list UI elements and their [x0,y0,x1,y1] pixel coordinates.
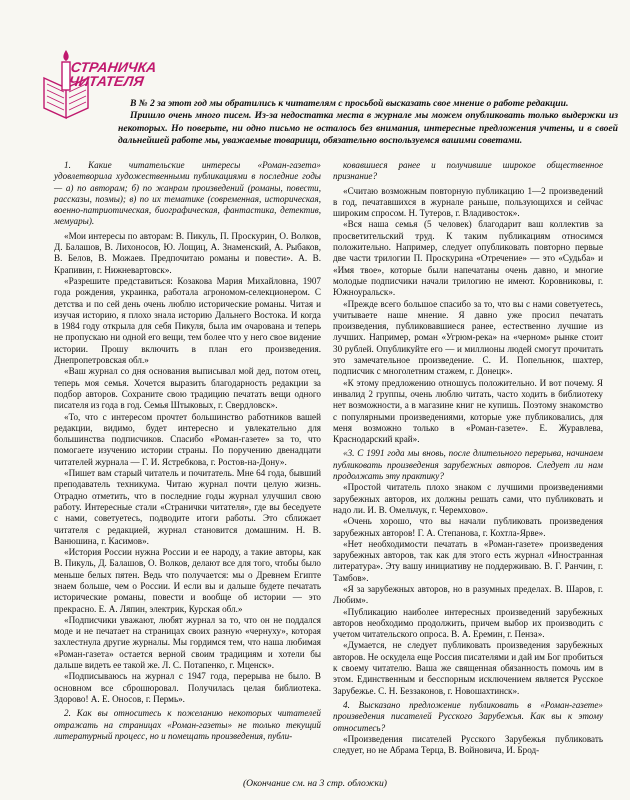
letter-paragraph: «Ваш журнал со дня основания выписывал мой дед, потом отец, теперь моя семья. Хочется выразить благодарность редакции за подбор авторов. Сохраните свою традицию печатать вещи одного писателя из года в год. Семья Штыковых, г. Свердловск». [54,366,321,411]
letter-paragraph: «Прежде всего большое спасибо за то, что вы с нами советуетесь, учитываете наше мнение. Я давно уже просил печатать произведения, публиковавшиеся ранее, естественно лучшие из лучших. Например, роман «Угрюм-река» на «черном» рынке стоит 30 рублей. Опубликуйте его — и миллионы людей смогут прочитать это замечательное произведение. С. И. Попельнюк, шахтер, подписчик с многолетним стажем, г. Донецк». [333,298,603,377]
letter-paragraph: «Считаю возможным повторную публикацию 1—2 произведений в год, печатавшихся в журнале раньше, пользующихся и сейчас широким спросом. Н. Тутеров, г. Владивосток». [333,185,603,219]
question-paragraph: 1. Какие читательские интересы «Роман-газета» удовлетворила художественными публикациями в последние годы — а) по авторам; б) по жанрам произведений (романы, повести, рассказы, поэмы); в) по их тематике (современная, историческая, военно-патриотическая, биографическая, фантастика, детектив, мемуары). [54,160,321,227]
question-paragraph: «3. С 1991 года мы вновь, после длительного перерыва, начинаем публиковать произведения зарубежных авторов. Следует ли нам продолжать эту практику? [333,448,603,482]
letter-paragraph: «Подписываюсь на журнал с 1947 года, перерыва не было. В основном все сброшюровал. Получилась целая библиотека. Здорово! А. Е. Оносов, г. Пермь». [54,671,321,704]
section-title-line2: ЧИТАТЕЛЯ [67,73,145,89]
right-column [333,160,603,756]
section-title [67,59,158,89]
letter-paragraph: «Мои интересы по авторам: В. Пикуль, П. Проскурин, О. Волков, Д. Балашов, В. Лихоносов, Ю. Лощиц, А. Знаменский, А. Рыбаков, В. Белов, В. Можаев. Предпочитаю романы и повести». А. В. Крапивин, г. Нижневартовск». [54,230,321,275]
section-title-line1: СТРАНИЧКА [69,59,158,75]
left-column [54,160,321,742]
letter-paragraph: «Думается, не следует публиковать произведения зарубежных авторов. Не оскудела еще Россия писателями и дай им Бог пробиться к своему читателю. Ваша же священная обязанность помочь им в этом. Единственным и бесспорным исключением является Русское Зарубежье. С. Н. Беззаконов, г. Новошахтинск». [333,640,603,696]
intro-paragraph: Пришло очень много писем. Из-за недостатка места в журнале мы можем опубликовать только выдержки из некоторых. Но поверьте, ни одно письмо не осталось без внимания, интересные предложения учтены, и в своей дальнейшей работе мы, уважаемые товарищи, обязательно воспользуемся вашими советами. [118,110,618,146]
question-paragraph: ковавшиеся ранее и получившие широкое общественное признание? [333,160,603,182]
letter-paragraph: «Публикацию наиболее интересных произведений зарубежных авторов необходимо продолжить, причем выбор их производить с учетом читательского опроса. В. А. Еремин, г. Пенза». [333,606,603,640]
letter-paragraph: «Подписчики уважают, любят журнал за то, что он не поддался моде и не печатает на страницах своих разную «чернуху», которая захлестнула другие журналы. Мы гордимся тем, что наша любимая «Роман-газета» остается верной своим традициям и хотели бы дальше видеть ее такой же. Л. С. Потапенко, г. Мценск». [54,614,321,671]
editorial-intro [118,98,618,147]
question-paragraph: 2. Как вы относитесь к пожеланию некоторых читателей отражать на страницах «Роман-газеты» не только текущий литературный процесс, но и помещать произведения, публи- [54,708,321,741]
letter-paragraph: «Произведения писателей Русского Зарубежья публиковать следует, но не Абрама Терца, В. Войновича, И. Брод- [333,733,603,756]
continuation-note: (Окончание см. на 3 стр. обложки) [242,778,387,789]
intro-paragraph: В № 2 за этот год мы обратились к читателям с просьбой высказать свое мнение о работе редакции. [130,98,569,109]
letter-paragraph: «Очень хорошо, что вы начали публиковать произведения зарубежных авторов! Г. А. Степанова, г. Кохтла-Ярве». [333,516,603,538]
letter-paragraph: «Я за зарубежных авторов, но в разумных пределах. В. Шаров, г. Любим». [333,583,603,606]
letter-paragraph: «История России нужна России и ее народу, а такие авторы, как В. Пикуль, Д. Балашов, О. Волков, делают все для того, чтобы было меньше белых пятен. Ведь что получается: мы о Древнем Египте знаем больше, чем о России. И если вы и дальше будете печатать исторические романы, повести и вообще об истории — это прекрасно. Е. А. Ляпин, электрик, Курская обл.» [54,547,321,614]
letter-paragraph: «Пишет вам старый читатель и почитатель. Мне 64 года, бывший преподаватель техникума. Читаю журнал почти целую жизнь. Отрадно отметить, что в последние годы журнал улучшил свою работу. Интересные стали «Странички читателя», где вы беседуете с нами, советуетесь, подводите итоги работы. Это сближает читателя с редакцией, журнал становится домашним. Н. В. Ванюшина, г. Касимов». [54,468,321,546]
letter-paragraph: «Нет необходимости печатать в «Роман-газете» произведения зарубежных авторов, так как для этого есть журнал «Иностранная литература». Эту вашу инициативу не поддерживаю. В. Г. Ранчин, г. Тамбов». [333,538,603,583]
question-paragraph: 4. Высказано предложение публиковать в «Роман-газете» произведения писателей Русского Зарубежья. Как вы к этому относитесь? [333,699,603,733]
letter-paragraph: «Разрешите представиться: Козакова Мария Михайловна, 1907 года рождения, украинка, работала агрономом-селекционером. С детства и по сей день очень люблю исторические романы. Читая и изучая историю, я плохо знала историю Дальнего Востока. И когда в 1984 году открыла для себя Пикуля, была им очарована и теперь не пропускаю ни одной его вещи, тем более что у него свое видение истории. Прошу включить в план его произведения. Днепропетровская обл.» [54,275,321,366]
letter-paragraph: «То, что с интересом прочтет большинство работников вашей редакции, видимо, будет интересно и увлекательно для большинства подписчиков. Спасибо «Роман-газете» за то, что помогаете изучению истории страны. По поручению двенадцати читателей журнала — Г. И. Ястребкова, г. Ростов-на-Дону». [54,411,321,467]
letter-paragraph: «К этому предложению отношусь положительно. И вот почему. Я инвалид 2 группы, очень люблю читать, часто ходить в библиотеку нет возможности, а в магазине книг не купишь. Поэтому знакомство с популярными произведениями, которые уже публиковались, для меня возможно только в «Роман-газете». Е. Журавлева, Краснодарский край». [333,377,603,445]
letter-paragraph: «Вся наша семья (5 человек) благодарит ваш коллектив за просветительский труд. К таким публикациям относимся положительно. Например, следует опубликовать повторно первые две части трилогии П. Проскурина «Отречение» — это «Судьба» и «Имя твое», которые были напечатаны очень давно, и многие молодые подписчики начали трилогию не имеют. Коровниковы, г. Южноуральск». [333,219,603,298]
letter-paragraph: «Простой читатель плохо знаком с лучшими произведениями зарубежных авторов, их должны решать сами, что публиковать и надо ли. И. В. Омельчук, г. Черемхово». [333,482,603,515]
